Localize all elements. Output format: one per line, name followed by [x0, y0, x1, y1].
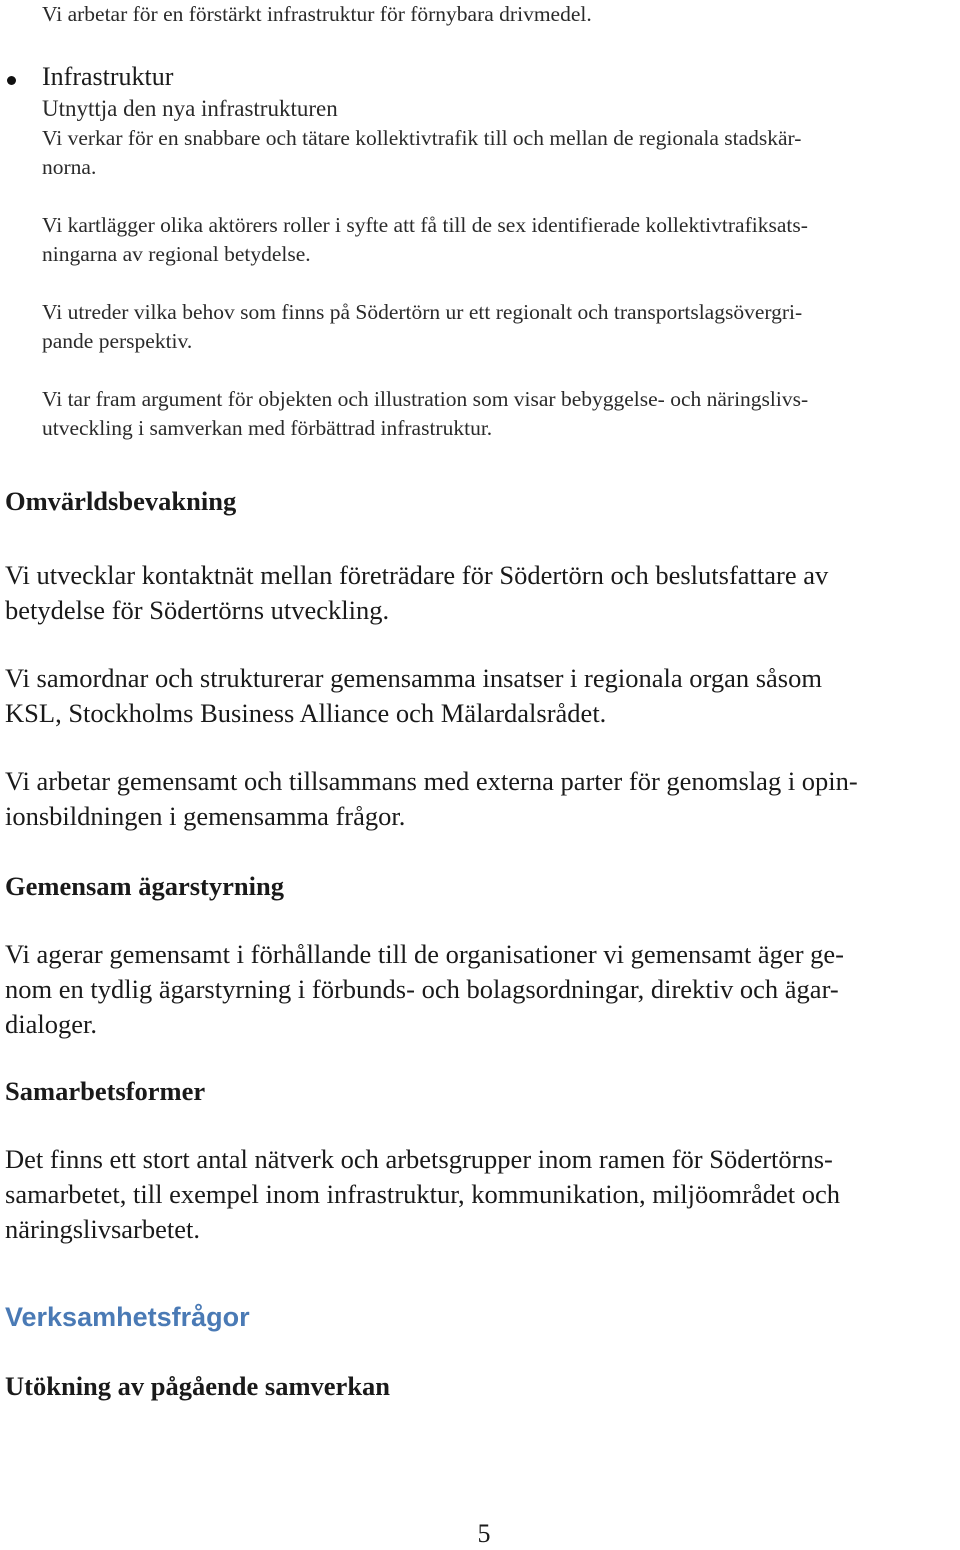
text-line: betydelse för Södertörns utveckling. [5, 595, 390, 625]
text-line: Vi agerar gemensamt i förhållande till de organisationer vi gemensamt äger ge- [5, 939, 844, 969]
paragraph [5, 764, 955, 834]
section-heading-gemensam-agarstyrning: Gemensam ägarstyrning [5, 871, 284, 901]
main-content [5, 484, 955, 1403]
paragraph [5, 558, 955, 628]
bullet-paragraph [42, 298, 954, 356]
text-line: samarbetet, till exempel inom infrastruktur, kommunikation, miljöområdet och [5, 1179, 840, 1209]
text-line: ningarna av regional betydelse. [42, 242, 311, 266]
section-heading-verksamhetsfragor: Verksamhetsfrågor [5, 1302, 250, 1332]
text-line: Vi utreder vilka behov som finns på Södertörn ur ett regionalt och transportslagsövergri- [42, 300, 803, 324]
bullet-paragraph [42, 211, 954, 269]
text-line: Vi utvecklar kontaktnät mellan företrädare för Södertörn och beslutsfattare av [5, 560, 829, 590]
paragraph [5, 1142, 955, 1247]
section-heading-samarbetsformer: Samarbetsformer [5, 1076, 206, 1106]
intro-line: Vi arbetar för en förstärkt infrastruktur för förnybara drivmedel. [42, 2, 592, 26]
text-line: Det finns ett stort antal nätverk och arbetsgrupper inom ramen för Södertörns- [5, 1144, 833, 1174]
section-heading-omvarldsbevakning: Omvärldsbevakning [5, 486, 237, 516]
text-line: pande perspektiv. [42, 329, 193, 353]
text-line: nom en tydlig ägarstyrning i förbunds- och bolagsordningar, direktiv och ägar- [5, 974, 839, 1004]
section-heading-utokning: Utökning av pågående samverkan [5, 1371, 391, 1401]
bullet-item-infrastruktur [42, 60, 954, 443]
text-line: Vi samordnar och strukturerar gemensamma insatser i regionala organ såsom [5, 663, 822, 693]
bullet-title: Infrastruktur [42, 62, 174, 91]
paragraph [5, 937, 955, 1042]
text-line: dialoger. [5, 1009, 97, 1039]
text-line: norna. [42, 155, 97, 179]
text-line: utveckling i samverkan med förbättrad infrastruktur. [42, 416, 493, 440]
text-line: ionsbildningen i gemensamma frågor. [5, 801, 406, 831]
text-line: Vi tar fram argument för objekten och illustration som visar bebyggelse- och näringslivs- [42, 387, 809, 411]
bullet-paragraph [42, 385, 954, 443]
bullet-dot-icon [7, 76, 16, 85]
bullet-subtitle: Utnyttja den nya infrastrukturen [42, 96, 338, 121]
text-line: KSL, Stockholms Business Alliance och Mälardalsrådet. [5, 698, 607, 728]
text-line: näringslivsarbetet. [5, 1214, 201, 1244]
text-line: Vi verkar för en snabbare och tätare kollektivtrafik till och mellan de regionala stadskär- [42, 126, 802, 150]
page-number: 5 [477, 1519, 491, 1548]
bullet-paragraph [42, 124, 954, 182]
text-line: Vi kartlägger olika aktörers roller i syfte att få till de sex identifierade kollektivtrafiksats- [42, 213, 808, 237]
paragraph [5, 661, 955, 731]
text-line: Vi arbetar gemensamt och tillsammans med externa parter för genomslag i opin- [5, 766, 858, 796]
